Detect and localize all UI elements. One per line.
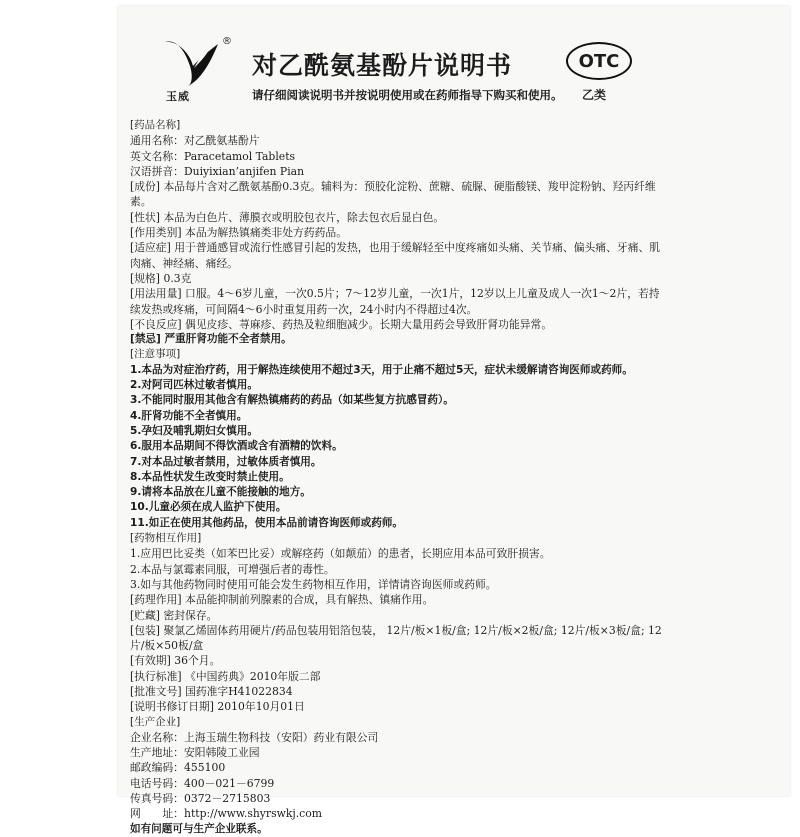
- storage-section: [贮藏] 密封保存。: [130, 608, 218, 622]
- company-name: 企业名称：上海玉瑞生物科技（安阳）药业有限公司: [130, 730, 379, 744]
- precaution-item: 6.服用本品期间不得饮酒或含有酒精的饮料。: [130, 440, 343, 453]
- otc-class-label: 乙类: [582, 88, 607, 102]
- standard-section: [执行标准] 《中国药典》2010年版二部: [130, 669, 321, 683]
- precaution-item: 9.请将本品放在儿童不能接触的地方。: [130, 486, 311, 499]
- contraindications-section: [禁忌] 严重肝肾功能不全者禁用。: [130, 333, 292, 346]
- interaction-item: 3.如与其他药物同时使用可能会发生药物相互作用，详情请咨询医师或药师。: [130, 577, 497, 591]
- company-address: 生产地址：安阳韩陵工业园: [130, 746, 260, 760]
- validity-section: [有效期] 36个月。: [130, 654, 221, 668]
- brand-logo-icon: [160, 36, 222, 88]
- precaution-item: 7.对本品过敏者禁用，过敏体质者慎用。: [130, 455, 322, 468]
- spec-section: [规格] 0.3克: [130, 271, 192, 285]
- interaction-item: 2.本品与氯霉素同服，可增强后者的毒性。: [130, 562, 335, 576]
- adverse-reactions-section: [不良反应] 偶见皮疹、荨麻疹、药热及粒细胞减少。长期大量用药会导致肝肾功能异常。: [130, 317, 553, 331]
- brand-name: 玉威: [166, 90, 190, 103]
- otc-badge: OTC: [566, 42, 632, 80]
- indications-section: [适应症] 用于普通感冒或流行性感冒引起的发热，也用于缓解轻至中度疼痛如头痛、关节痛、偏头痛、牙痛、肌肉痛、神经痛、痛经。: [130, 241, 661, 270]
- revision-date-section: [说明书修订日期] 2010年10月01日: [130, 700, 305, 714]
- precaution-item: 3.不能同时服用其他含有解热镇痛药的药品（如某些复方抗感冒药）。: [130, 394, 454, 407]
- appearance-section: [性状] 本品为白色片、薄膜衣或明胶包衣片，除去包衣后显白色。: [130, 210, 445, 224]
- precaution-item: 4.肝肾功能不全者慎用。: [130, 409, 248, 422]
- leaflet-title: 对乙酰氨基酚片说明书: [252, 51, 513, 80]
- drug-name-heading: [药品名称]: [130, 119, 181, 131]
- pinyin-name: 汉语拼音：Duiyixian’anjifen Pian: [130, 164, 305, 178]
- contact-note: 如有问题可与生产企业联系。: [130, 822, 268, 835]
- phone-number: 电话号码：400－021－6799: [130, 776, 275, 790]
- packaging-section: [包装] 聚氯乙烯固体药用硬片/药品包装用铝箔包装， 12片/板×1板/盒; 12片/板×2板/盒; 12片/板×3板/盒; 12片/板×50板/盒: [130, 623, 662, 653]
- approval-number-section: [批准文号] 国药准字H41022834: [130, 684, 293, 698]
- postcode: 邮政编码：455100: [130, 761, 226, 775]
- composition-section: [成份] 本品每片含对乙酰氨基酚0.3克。辅料为：预胶化淀粉、蔗糖、硫脲、硬脂酸镁、羧甲淀粉钠、羟丙纤维素。: [130, 180, 656, 209]
- precaution-item: 10.儿童必须在成人监护下使用。: [130, 501, 287, 514]
- english-name: 英文名称：Paracetamol Tablets: [130, 149, 296, 163]
- interaction-item: 1.应用巴比妥类（如苯巴比妥）或解痉药（如颠茄）的患者，长期应用本品可致肝损害。: [130, 547, 551, 561]
- dosage-section: [用法用量] 口服。4～6岁儿童，一次0.5片；7～12岁儿童，一次1片，12岁以上儿童及成人一次1～2片，若持续发热或疼痛，可间隔4～6小时重复用药一次，24小时内不得超过4次。: [130, 287, 660, 316]
- leaflet-subtitle: 请仔细阅读说明书并按说明使用或在药师指导下购买和使用。: [252, 88, 563, 102]
- category-section: [作用类别] 本品为解热镇痛类非处方药药品。: [130, 226, 347, 240]
- website: 网 址：http://www.shyrswkj.com: [130, 807, 322, 821]
- interactions-heading: [药物相互作用]: [130, 532, 202, 545]
- precaution-item: 8.本品性状发生改变时禁止使用。: [130, 470, 290, 483]
- precaution-item: 5.孕妇及哺乳期妇女慎用。: [130, 424, 258, 437]
- generic-name: 通用名称：对乙酰氨基酚片: [130, 134, 260, 148]
- leaflet-body: [130, 118, 670, 837]
- precaution-item: 1.本品为对症治疗药，用于解热连续使用不超过3天，用于止痛不超过5天，症状未缓解请咨询医师或药师。: [130, 363, 633, 376]
- precaution-item: 2.对阿司匹林过敏者慎用。: [130, 379, 258, 392]
- registered-mark: ®: [222, 36, 232, 47]
- pharmacology-section: [药理作用] 本品能抑制前列腺素的合成，具有解热、镇痛作用。: [130, 593, 434, 607]
- manufacturer-heading: [生产企业]: [130, 715, 181, 728]
- precaution-item: 11.如正在使用其他药品，使用本品前请咨询医师或药师。: [130, 516, 404, 529]
- precautions-heading: [注意事项]: [130, 348, 181, 361]
- fax-number: 传真号码：0372－2715803: [130, 792, 271, 806]
